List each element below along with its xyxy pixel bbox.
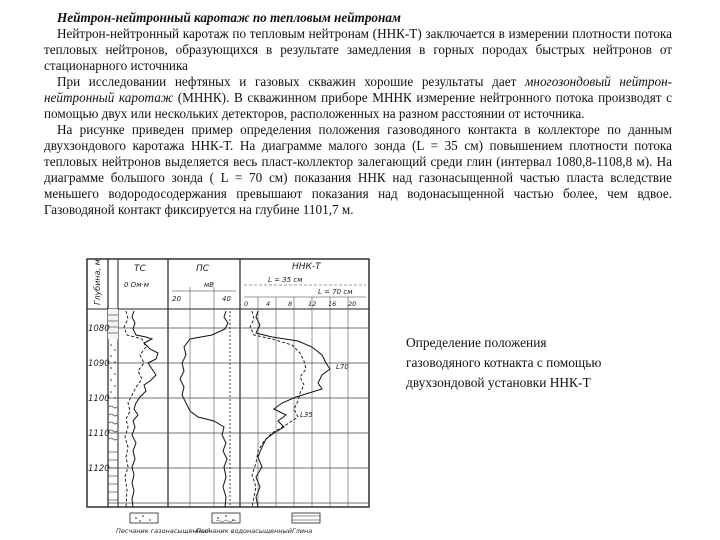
paragraph-3: На рисунке приведен пример определения положения газоводяного контакта в коллекторе по данным двухзондового каротажа ННК-Т. На диаграмме малого зонда (L = 35 см) повышением плотности потока тепловых нейтронов выделяется весь пласт-коллектор залегающий среди глин (интервал 1080,8-1108,8 м). На диаграмме большого зонда ( L = 70 см) показания ННК над газонасыщенной частью пласта вследствие меньшего водородосодержания превышают показания над водонасыщенной частью более, чем вдвое. Газоводяной контакт фиксируется на глубине 1101,7 м. (44, 122, 672, 217)
caption-line-2: газоводяного котнакта с помощью (406, 355, 602, 370)
paragraph-2-start: При исследовании нефтяных и газовых скважин хорошие результаты дает (57, 74, 517, 89)
legend-item-water-sandstone (196, 513, 292, 535)
track1-title: ТС (134, 264, 146, 274)
well-log-figure (86, 257, 370, 537)
nnk-large-curve (256, 311, 330, 507)
depth-label: 1120 (88, 464, 110, 474)
track2-scale: мВ (204, 281, 215, 289)
page-title: Нейтрон-нейтронный каротаж по тепловым нейтронам (57, 10, 401, 25)
legend-label: Глина (292, 527, 313, 535)
track3-scale-tick: 16 (328, 300, 337, 308)
probe-large-label: L = 70 см (318, 288, 353, 296)
track3-scale-tick: 4 (266, 300, 271, 308)
legend-label: Песчаник газонасыщенный (116, 527, 211, 535)
well-log-diagram (86, 257, 370, 537)
track2-title: ПС (196, 264, 210, 274)
nnk-small-curve (250, 311, 306, 507)
legend-label: Песчаник водонасыщенный (196, 527, 292, 535)
paragraph-1: Нейтрон-нейтронный каротаж по тепловым нейтронам (ННК-Т) заключается в измерении плотности потока тепловых нейтронов, образующихся в результате замедления в горных породах быстрых нейтронов от стационарного источника (44, 26, 672, 73)
track3-scale-tick: 12 (308, 300, 317, 308)
track3-scale (244, 300, 356, 308)
depth-label: 1080 (88, 324, 110, 334)
curve-label-small: L35 (300, 411, 313, 419)
track1-scale: 0 Ом·м (124, 281, 149, 289)
legend (116, 513, 320, 535)
depth-labels (88, 324, 110, 474)
track3-scale-tick: 0 (244, 300, 249, 308)
track2-value: 40 (222, 295, 231, 303)
resistivity-curve (132, 311, 158, 507)
depth-label: 1090 (88, 359, 110, 369)
vertical-grid (190, 287, 348, 507)
track3-scale-tick: 20 (348, 300, 357, 308)
paragraph-2-emphasis: многозондовый нейтрон-нейтронный каротаж (44, 74, 673, 105)
caption-line-1: Определение положения (406, 335, 547, 350)
paragraph-2-end: (МННК). В скважинном приборе МННК измерение нейтронного потока производят с помощью двух или нескольких детекторов, расположенных на разном расстоянии от источника. (44, 90, 672, 121)
probe-small-label: L = 35 см (268, 276, 303, 284)
paragraph-2 (44, 74, 672, 122)
legend-item-clay (292, 513, 320, 535)
depth-label: 1100 (88, 394, 110, 404)
caption-line-3: двухзондовой установки ННК-Т (406, 375, 591, 390)
curve-label-large: L70 (336, 363, 349, 371)
resistivity-curve-2 (124, 311, 146, 507)
figure-caption (406, 333, 666, 393)
text-block (44, 10, 672, 218)
track3-title: ННК-Т (292, 262, 321, 272)
depth-label: 1110 (88, 429, 110, 439)
depth-header: Глубина, м (93, 259, 102, 305)
track2-value: 20 (172, 295, 181, 303)
sp-curve (180, 311, 228, 507)
track3-scale-tick: 8 (288, 300, 293, 308)
